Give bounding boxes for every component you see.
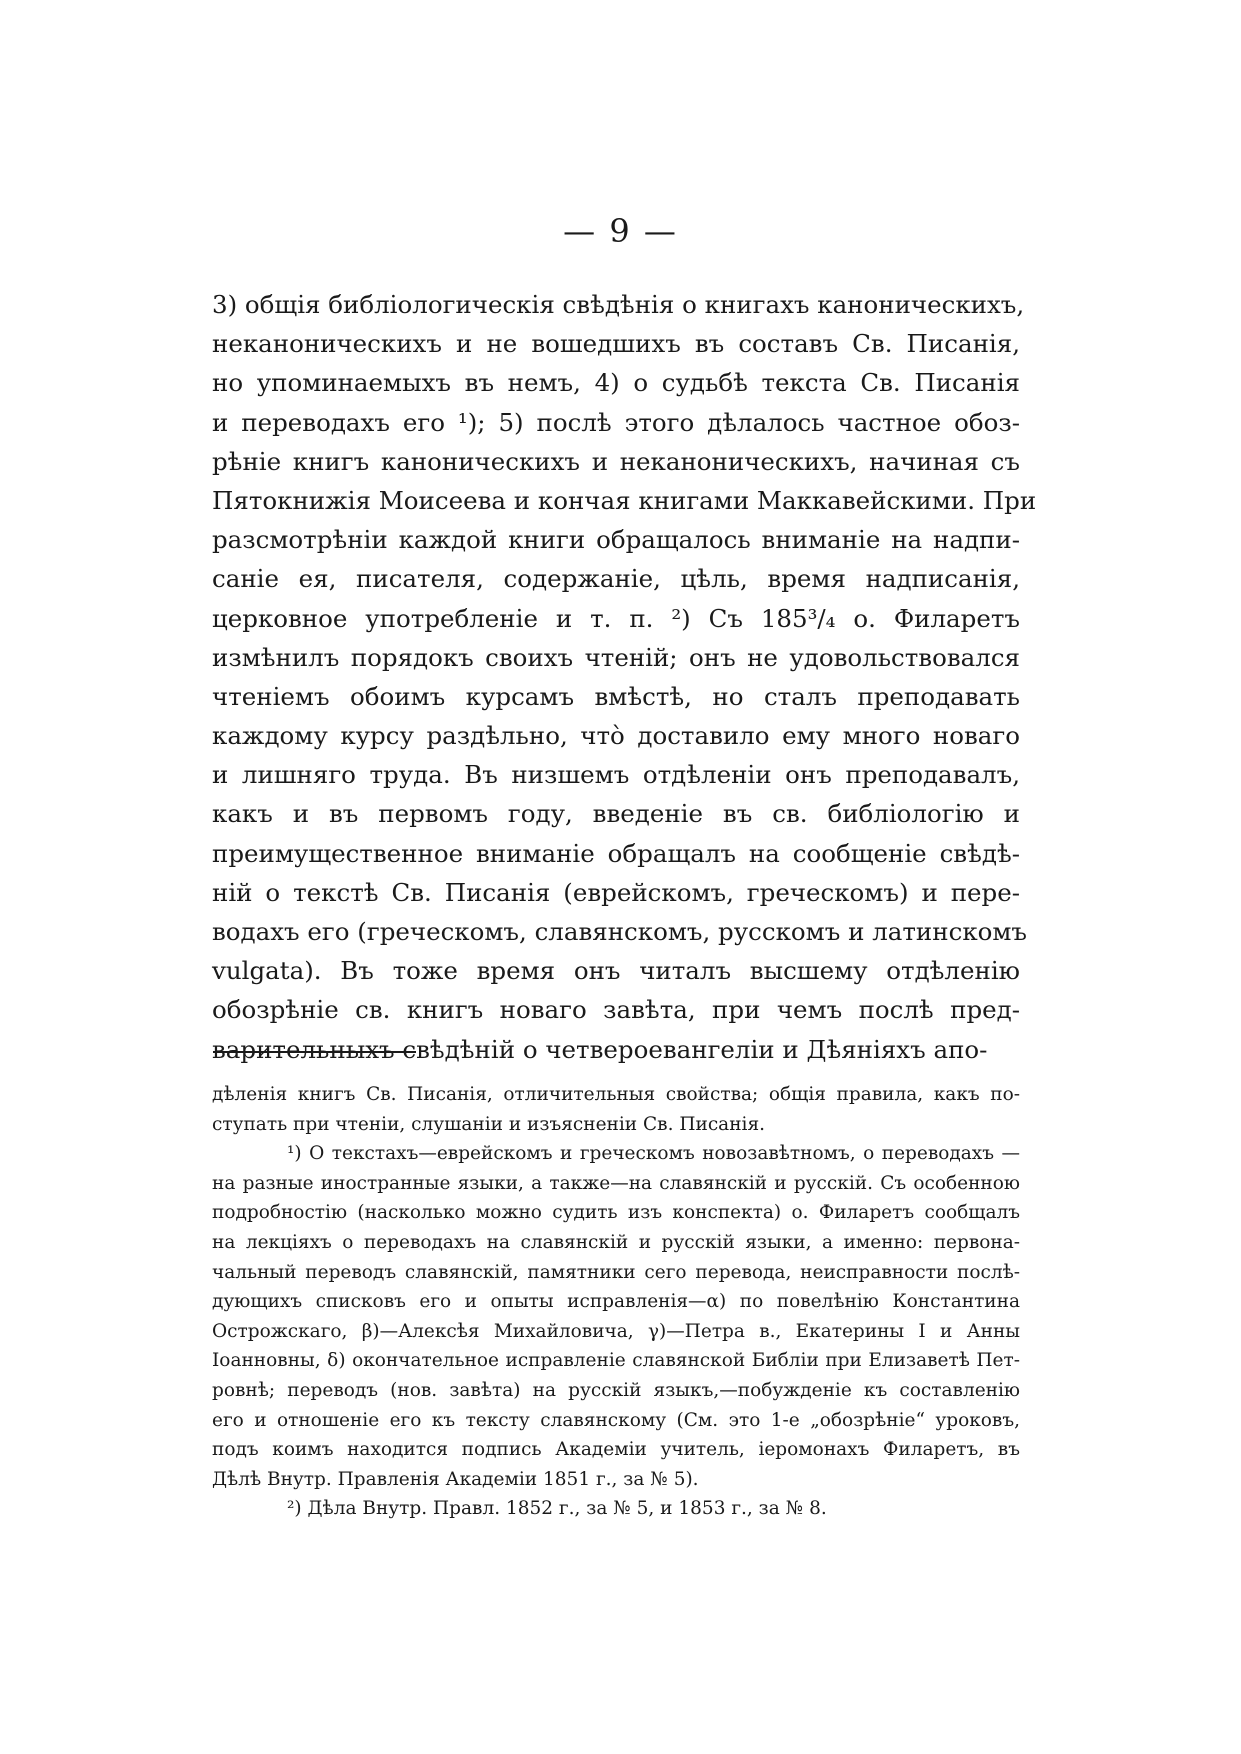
- main-text: [212, 285, 1037, 1069]
- footnote-line: Острожскаго, β)—Алексѣя Михайловича, γ)—Петра в., Екатерины I и Анны: [212, 1320, 1020, 1342]
- footnote-separator: [213, 1051, 416, 1053]
- text-line: Пятокнижія Моисеева и кончая книгами Маккавейскими. При: [212, 485, 1037, 515]
- footnote-line: Іоанновны, δ) окончательное исправленіе славянской Библіи при Елизаветѣ Пет-: [212, 1350, 1020, 1372]
- text-line: и лишняго труда. Въ низшемъ отдѣленіи онъ преподавалъ,: [212, 760, 1020, 790]
- footnote-1-line: ¹) О текстахъ—еврейскомъ и греческомъ новозавѣтномъ, о переводахъ —: [287, 1143, 1020, 1165]
- footnote-line: ровнѣ; переводъ (нов. завѣта) на русскій языкъ,—побужденіе къ составленію: [212, 1379, 1020, 1401]
- text-line: рѣніе книгъ каноническихъ и неканоническихъ, начиная съ: [212, 446, 1020, 476]
- text-line: церковное употребленіе и т. п. ²) Съ 185³/₄ о. Филаретъ: [212, 603, 1020, 633]
- footnotes: [212, 1080, 1020, 1524]
- footnote-line: на разные иностранные языки, а также—на славянскій и русскій. Съ особенною: [212, 1172, 1020, 1194]
- text-line: но упоминаемыхъ въ немъ, 4) о судьбѣ текста Св. Писанія: [212, 368, 1020, 398]
- footnote-line: дующихъ списковъ его и опыты исправленія—α) по повелѣнію Константина: [212, 1291, 1020, 1313]
- text-line: каждому курсу раздѣльно, что̀ доставило ему много новаго: [212, 721, 1020, 751]
- text-line: и переводахъ его ¹); 5) послѣ этого дѣлалось частное обоз-: [212, 407, 1020, 437]
- text-line: измѣнилъ порядокъ своихъ чтеній; онъ не удовольствовался: [212, 642, 1020, 672]
- text-line: ній о текстѣ Св. Писанія (еврейскомъ, греческомъ) и пере-: [212, 877, 1020, 907]
- footnote-line: чальный переводъ славянскій, памятники сего перевода, неисправности послѣ-: [212, 1261, 1020, 1283]
- text-line: 3) общія библіологическія свѣдѣнія о книгахъ каноническихъ,: [212, 290, 1025, 319]
- text-line: чтеніемъ обоимъ курсамъ вмѣстѣ, но сталъ преподавать: [212, 681, 1020, 711]
- text-line: разсмотрѣніи каждой книги обращалось вниманіе на надпи-: [212, 525, 1020, 555]
- footnote-line: подъ коимъ находится подпись Академіи учитель, іеромонахъ Филаретъ, въ: [212, 1439, 1020, 1461]
- text-line: преимущественное вниманіе обращалъ на сообщеніе свѣдѣ-: [212, 838, 1020, 868]
- page-number: — 9 —: [563, 212, 678, 250]
- text-line: обозрѣніе св. книгъ новаго завѣта, при чемъ послѣ пред-: [212, 995, 1020, 1025]
- footnote-line: ступать при чтеніи, слушаніи и изъясненіи Св. Писанія.: [212, 1113, 766, 1135]
- text-line: какъ и въ первомъ году, введеніе въ св. библіологію и: [212, 799, 1020, 829]
- text-line: саніе ея, писателя, содержаніе, цѣль, время надписанія,: [212, 564, 1020, 594]
- footnote-line: дѣленія книгъ Св. Писанія, отличительныя свойства; общія правила, какъ по-: [212, 1084, 1020, 1105]
- footnote-2-line: ²) Дѣла Внутр. Правл. 1852 г., за № 5, и 1853 г., за № 8.: [287, 1498, 827, 1520]
- footnote-line: подробностію (насколько можно судить изъ конспекта) о. Филаретъ сообщалъ: [212, 1202, 1020, 1224]
- footnote-line: Дѣлѣ Внутр. Правленія Академіи 1851 г., за № 5).: [212, 1468, 699, 1490]
- text-line: варительныхъ свѣдѣній о четвероевангеліи и Дѣяніяхъ апо-: [212, 1034, 988, 1064]
- footnote-line: его и отношеніе его къ тексту славянскому (См. это 1-е „обозрѣніе“ уроковъ,: [212, 1409, 1020, 1431]
- text-line: водахъ его (греческомъ, славянскомъ, русскомъ и латинскомъ: [212, 917, 1028, 946]
- footnote-line: на лекціяхъ о переводахъ на славянскій и русскій языки, а именно: первона-: [212, 1231, 1020, 1253]
- text-line: неканоническихъ и не вошедшихъ въ составъ Св. Писанія,: [212, 329, 1020, 359]
- text-line: vulgata). Въ тоже время онъ читалъ высшему отдѣленію: [212, 956, 1020, 986]
